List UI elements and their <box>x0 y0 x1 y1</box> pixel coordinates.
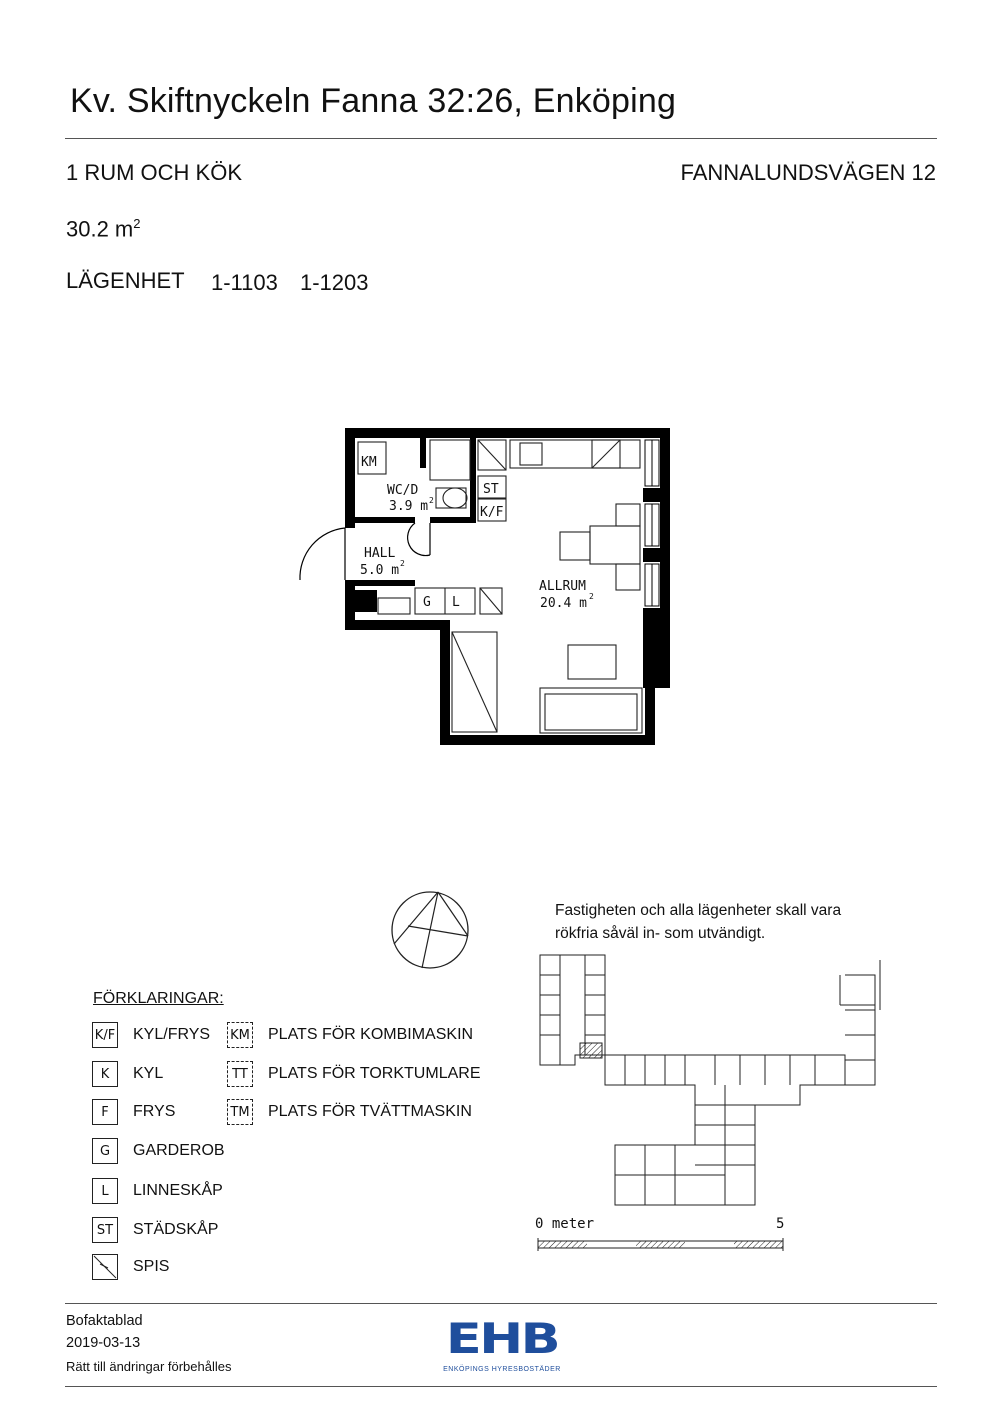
room-name-wc: WC/D <box>387 483 419 498</box>
kf-label: K/F <box>480 505 504 520</box>
room-area-wc-sup: 2 <box>429 496 434 505</box>
site-plan-buildings <box>540 955 880 1205</box>
apartment-number-1: 1-1103 <box>211 270 278 295</box>
apartment-location-marker <box>580 1043 602 1058</box>
legend-code-box: TT <box>227 1061 253 1087</box>
legend-code-box: TM <box>227 1099 253 1125</box>
windows <box>645 440 659 606</box>
legend-item-frys <box>92 1099 175 1125</box>
logo-subtitle: ENKÖPINGS HYRESBOSTÄDER <box>443 1366 561 1373</box>
scale-start-label: 0 meter <box>535 1216 595 1232</box>
floor-plan-walls <box>345 428 670 745</box>
site-plan <box>535 952 885 1217</box>
ehb-logo <box>440 1314 564 1373</box>
header-divider <box>65 138 937 139</box>
logo-mark: EHB <box>445 1314 559 1363</box>
legend-code-box: K/F <box>92 1022 118 1048</box>
spis-icon <box>92 1254 118 1280</box>
legend-label: SPIS <box>133 1258 170 1275</box>
apartment-label: LÄGENHET <box>66 268 185 293</box>
legend-code-box: K <box>92 1061 118 1087</box>
legend-code-box: L <box>92 1178 118 1204</box>
legend-label: KYL <box>133 1065 164 1082</box>
room-area-hall: 5.0 m <box>360 563 400 578</box>
doc-type: Bofaktablad <box>66 1313 143 1329</box>
compass-icon <box>388 888 472 972</box>
room-name-allrum: ALLRUM <box>539 579 586 594</box>
room-area-allrum: 20.4 m <box>540 596 587 611</box>
scale-end-label: 5 <box>776 1216 785 1232</box>
page-title: Kv. Skiftnyckeln Fanna 32:26, Enköping <box>70 82 677 120</box>
footer-divider-bottom <box>65 1386 937 1387</box>
legend-label: PLATS FÖR TORKTUMLARE <box>268 1065 481 1082</box>
footer-divider-top <box>65 1303 937 1304</box>
disclaimer: Rätt till ändringar förbehålles <box>66 1359 232 1374</box>
notice-line-1: Fastigheten och alla lägenheter skall vara <box>555 902 842 919</box>
floor-plan-labels <box>360 455 594 611</box>
floor-plan <box>290 420 690 760</box>
legend-label: PLATS FÖR KOMBIMASKIN <box>268 1026 474 1043</box>
g-label: G <box>423 595 431 610</box>
address: FANNALUNDSVÄGEN 12 <box>680 160 936 185</box>
legend-item-linneskap <box>92 1178 223 1204</box>
legend-label: STÄDSKÅP <box>133 1221 219 1238</box>
room-name-hall: HALL <box>364 546 396 561</box>
legend-item-garderob <box>92 1138 225 1164</box>
smoke-free-notice <box>555 899 875 945</box>
legend-label: GARDEROB <box>133 1142 225 1159</box>
apartment-area-unit-sup: 2 <box>133 216 141 231</box>
legend-label: PLATS FÖR TVÄTTMASKIN <box>268 1103 472 1120</box>
legend-code-box: ST <box>92 1217 118 1243</box>
apartment-type: 1 RUM OCH KÖK <box>66 160 243 185</box>
legend-item-kombimaskin <box>227 1022 473 1048</box>
room-area-hall-sup: 2 <box>400 559 405 568</box>
legend-label: FRYS <box>133 1103 176 1120</box>
apartment-number-2: 1-1203 <box>300 270 369 295</box>
apartment-area-value: 30.2 m <box>66 216 134 242</box>
legend-item-kyl <box>92 1061 163 1087</box>
st-label: ST <box>483 482 499 497</box>
room-area-wc: 3.9 m <box>389 499 429 514</box>
legend-code-box: G <box>92 1138 118 1164</box>
legend-item-torktumlare <box>227 1061 480 1087</box>
room-area-allrum-sup: 2 <box>589 592 594 601</box>
legend-item-kylfrys <box>92 1022 210 1048</box>
legend-label: LINNESKÅP <box>133 1182 223 1199</box>
l-label: L <box>452 595 460 610</box>
legend-label: KYL/FRYS <box>133 1026 211 1043</box>
legend-code-box: F <box>92 1099 118 1125</box>
legend-item-spis <box>92 1254 169 1280</box>
scale-bar <box>536 1238 786 1252</box>
legend-item-tvattmaskin <box>227 1099 472 1125</box>
doc-date: 2019-03-13 <box>66 1335 141 1351</box>
km-label: KM <box>361 455 377 470</box>
legend-title: FÖRKLARINGAR: <box>93 990 224 1007</box>
legend-code-box: KM <box>227 1022 253 1048</box>
legend-item-stadskap <box>92 1217 218 1243</box>
apartment-area <box>66 216 141 242</box>
notice-line-2: rökfria såväl in- som utvändigt. <box>555 925 766 942</box>
